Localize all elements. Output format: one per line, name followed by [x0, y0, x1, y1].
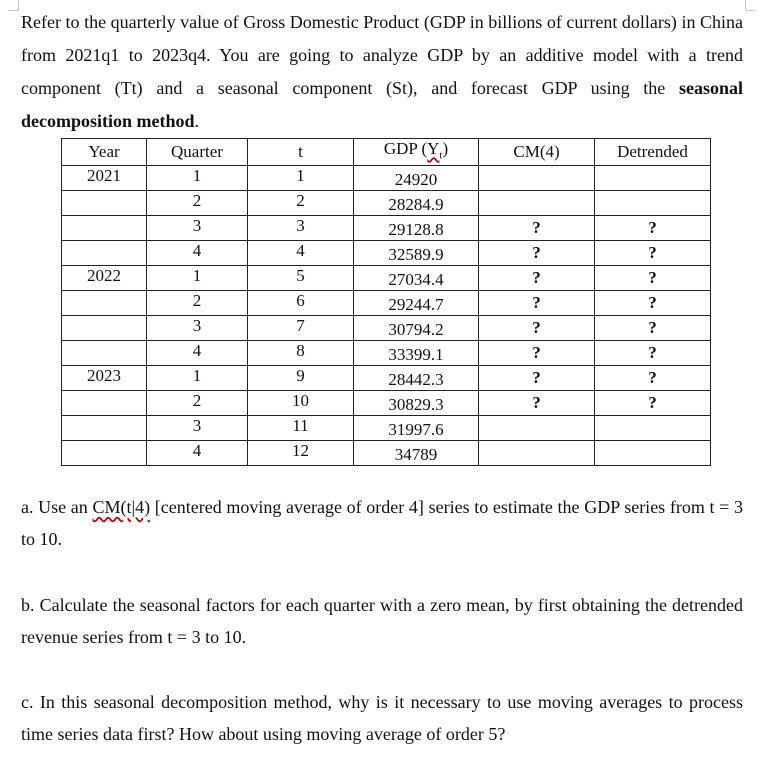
cell-t	[248, 366, 354, 391]
cell-year	[62, 341, 147, 366]
cell-detrended	[595, 241, 711, 266]
cell-cm4	[479, 316, 595, 341]
cell-detrended	[595, 316, 711, 341]
cell-quarter-value: 1	[192, 366, 202, 386]
cell-quarter	[147, 441, 248, 466]
table-row	[62, 391, 711, 416]
cell-year	[62, 416, 147, 441]
cell-cm4	[479, 216, 595, 241]
cell-t-value: 4	[296, 241, 305, 261]
cell-t-value: 7	[296, 316, 305, 336]
intro-paragraph	[21, 6, 743, 138]
cell-year	[62, 266, 147, 291]
cell-quarter	[147, 241, 248, 266]
cell-t-value: 11	[292, 416, 309, 436]
header-cm4: CM(4)	[479, 139, 595, 166]
cell-cm4	[479, 341, 595, 366]
header-gdp-var: Y	[427, 139, 440, 158]
cell-quarter	[147, 191, 248, 216]
cell-quarter-value: 4	[192, 241, 202, 261]
cell-year	[62, 391, 147, 416]
cell-quarter-value: 1	[192, 166, 202, 186]
cell-gdp	[354, 191, 479, 216]
table-row	[62, 216, 711, 241]
cell-year	[62, 166, 147, 191]
cell-detrended	[595, 391, 711, 416]
cell-quarter	[147, 416, 248, 441]
question-a-cm-term: CM(t|4)	[92, 497, 151, 517]
cell-quarter	[147, 391, 248, 416]
cell-quarter	[147, 216, 248, 241]
gdp-table	[61, 138, 711, 466]
intro-text: Refer to the quarterly value of Gross Domestic Product (GDP in billions of current dollars) in China from 2021q1 to 2023q4. You are going to analyze GDP by an additive model with a trend component (Tt) and a seasonal component (St), and forecast GDP using the	[21, 12, 743, 98]
intro-bold-term: seasonal decomposition method	[21, 78, 743, 131]
cell-cm4-value: ?	[532, 218, 541, 238]
header-gdp-subscript: t	[439, 149, 443, 162]
cell-t	[248, 416, 354, 441]
cell-year	[62, 241, 147, 266]
cell-detrended	[595, 416, 711, 441]
cell-quarter-value: 2	[192, 391, 202, 411]
cell-year	[62, 366, 147, 391]
cell-detrended	[595, 191, 711, 216]
cell-cm4-value: ?	[532, 343, 541, 363]
cell-gdp	[354, 241, 479, 266]
cell-gdp	[354, 341, 479, 366]
cell-gdp-value: 28442.3	[388, 370, 444, 390]
cell-t	[248, 166, 354, 191]
cell-cm4-value: ?	[532, 293, 541, 313]
page-corner-mark-right	[745, 0, 756, 11]
cell-gdp	[354, 391, 479, 416]
cell-detrended-value: ?	[648, 243, 657, 263]
cell-cm4	[479, 266, 595, 291]
cell-detrended-value: ?	[648, 218, 657, 238]
table-row	[62, 166, 711, 191]
cell-cm4	[479, 366, 595, 391]
table-row	[62, 191, 711, 216]
cell-cm4	[479, 241, 595, 266]
cell-t	[248, 391, 354, 416]
cell-quarter-value: 2	[192, 291, 202, 311]
cell-quarter-value: 4	[192, 441, 202, 461]
cell-cm4-value: ?	[532, 368, 541, 388]
header-quarter: Quarter	[147, 139, 248, 166]
question-a-rest: [centered moving average of order 4] series to estimate the GDP series from t = 3 to 10.	[21, 497, 743, 549]
cell-year-value: 2021	[87, 166, 121, 186]
question-b: b. Calculate the seasonal factors for each quarter with a zero mean, by first obtaining the detrended revenue series from t = 3 to 10.	[21, 595, 743, 647]
cell-year	[62, 191, 147, 216]
table-row	[62, 291, 711, 316]
table-row	[62, 266, 711, 291]
cell-t	[248, 216, 354, 241]
header-t: t	[248, 139, 354, 166]
cell-t	[248, 241, 354, 266]
cell-gdp-value: 30829.3	[388, 395, 444, 415]
cell-quarter	[147, 341, 248, 366]
cell-t-value: 1	[296, 166, 305, 186]
cell-t-value: 8	[296, 341, 305, 361]
cell-detrended	[595, 291, 711, 316]
cell-detrended	[595, 366, 711, 391]
cell-t-value: 12	[292, 441, 309, 461]
cell-t	[248, 441, 354, 466]
cell-gdp	[354, 441, 479, 466]
cell-t-value: 3	[296, 216, 305, 236]
cell-gdp-value: 28284.9	[388, 195, 444, 215]
cell-gdp	[354, 216, 479, 241]
cell-quarter	[147, 316, 248, 341]
cell-year	[62, 216, 147, 241]
cell-detrended	[595, 216, 711, 241]
cell-t	[248, 341, 354, 366]
cell-t	[248, 266, 354, 291]
cell-detrended-value: ?	[648, 293, 657, 313]
cell-cm4	[479, 416, 595, 441]
cell-gdp	[354, 166, 479, 191]
table-row	[62, 316, 711, 341]
cell-gdp	[354, 291, 479, 316]
cell-cm4-value: ?	[532, 268, 541, 288]
cell-t-value: 5	[296, 266, 305, 286]
cell-gdp-value: 29244.7	[388, 295, 444, 315]
cell-detrended-value: ?	[648, 343, 657, 363]
cell-t	[248, 316, 354, 341]
cell-detrended	[595, 266, 711, 291]
cell-gdp-value: 29128.8	[388, 220, 444, 240]
cell-quarter-value: 3	[192, 216, 202, 236]
cell-gdp	[354, 366, 479, 391]
cell-quarter-value: 2	[192, 191, 202, 211]
cell-gdp-value: 24920	[394, 170, 438, 190]
question-a	[21, 491, 743, 555]
cell-quarter	[147, 366, 248, 391]
header-gdp-variable	[427, 139, 443, 162]
cell-t-value: 9	[296, 366, 305, 386]
cell-gdp	[354, 316, 479, 341]
cell-year	[62, 316, 147, 341]
cell-gdp-value: 33399.1	[388, 345, 444, 365]
cell-detrended	[595, 166, 711, 191]
cell-detrended-value: ?	[648, 268, 657, 288]
cell-gdp-value: 27034.4	[388, 270, 444, 290]
cell-cm4-value: ?	[532, 318, 541, 338]
question-c: c. In this seasonal decomposition method, why is it necessary to use moving averages to process time series data first? How about using moving average of order 5?	[21, 692, 743, 744]
cell-quarter-value: 4	[192, 341, 202, 361]
table-row	[62, 341, 711, 366]
table-row	[62, 441, 711, 466]
cell-detrended	[595, 441, 711, 466]
table-body	[62, 166, 711, 466]
cell-t-value: 2	[296, 191, 305, 211]
cell-quarter-value: 3	[192, 416, 202, 436]
cell-cm4-value: ?	[532, 393, 541, 413]
cell-quarter	[147, 291, 248, 316]
cell-year-value: 2022	[87, 266, 121, 286]
cell-t-value: 10	[292, 391, 309, 411]
cell-quarter-value: 1	[192, 266, 202, 286]
cell-gdp	[354, 416, 479, 441]
header-gdp-prefix: GDP (	[383, 139, 428, 158]
cell-cm4	[479, 441, 595, 466]
cell-gdp	[354, 266, 479, 291]
cell-cm4	[479, 391, 595, 416]
table-header-row	[62, 139, 711, 166]
cell-year	[62, 291, 147, 316]
header-year: Year	[62, 139, 147, 166]
cell-detrended-value: ?	[648, 368, 657, 388]
cell-quarter	[147, 166, 248, 191]
cell-year	[62, 441, 147, 466]
cell-gdp-value: 34789	[394, 445, 438, 465]
header-gdp	[354, 139, 479, 166]
question-a-prefix: a. Use an	[21, 497, 93, 517]
cell-quarter-value: 3	[192, 316, 202, 336]
table-row	[62, 416, 711, 441]
cell-quarter	[147, 266, 248, 291]
cell-gdp-value: 31997.6	[388, 420, 444, 440]
cell-gdp-value: 32589.9	[388, 245, 444, 265]
cell-cm4	[479, 166, 595, 191]
cell-cm4	[479, 291, 595, 316]
cell-t	[248, 191, 354, 216]
cell-detrended-value: ?	[648, 318, 657, 338]
cell-cm4-value: ?	[532, 243, 541, 263]
intro-period: .	[194, 111, 200, 131]
header-detrended: Detrended	[595, 139, 711, 166]
cell-detrended-value: ?	[648, 393, 657, 413]
cell-t	[248, 291, 354, 316]
cell-year-value: 2023	[87, 366, 121, 386]
cell-cm4	[479, 191, 595, 216]
cell-t-value: 6	[296, 291, 305, 311]
cell-detrended	[595, 341, 711, 366]
cell-gdp-value: 30794.2	[388, 320, 444, 340]
page-corner-mark-left	[8, 0, 19, 11]
table-row	[62, 366, 711, 391]
table-row	[62, 241, 711, 266]
header-gdp-suffix: )	[442, 139, 449, 158]
